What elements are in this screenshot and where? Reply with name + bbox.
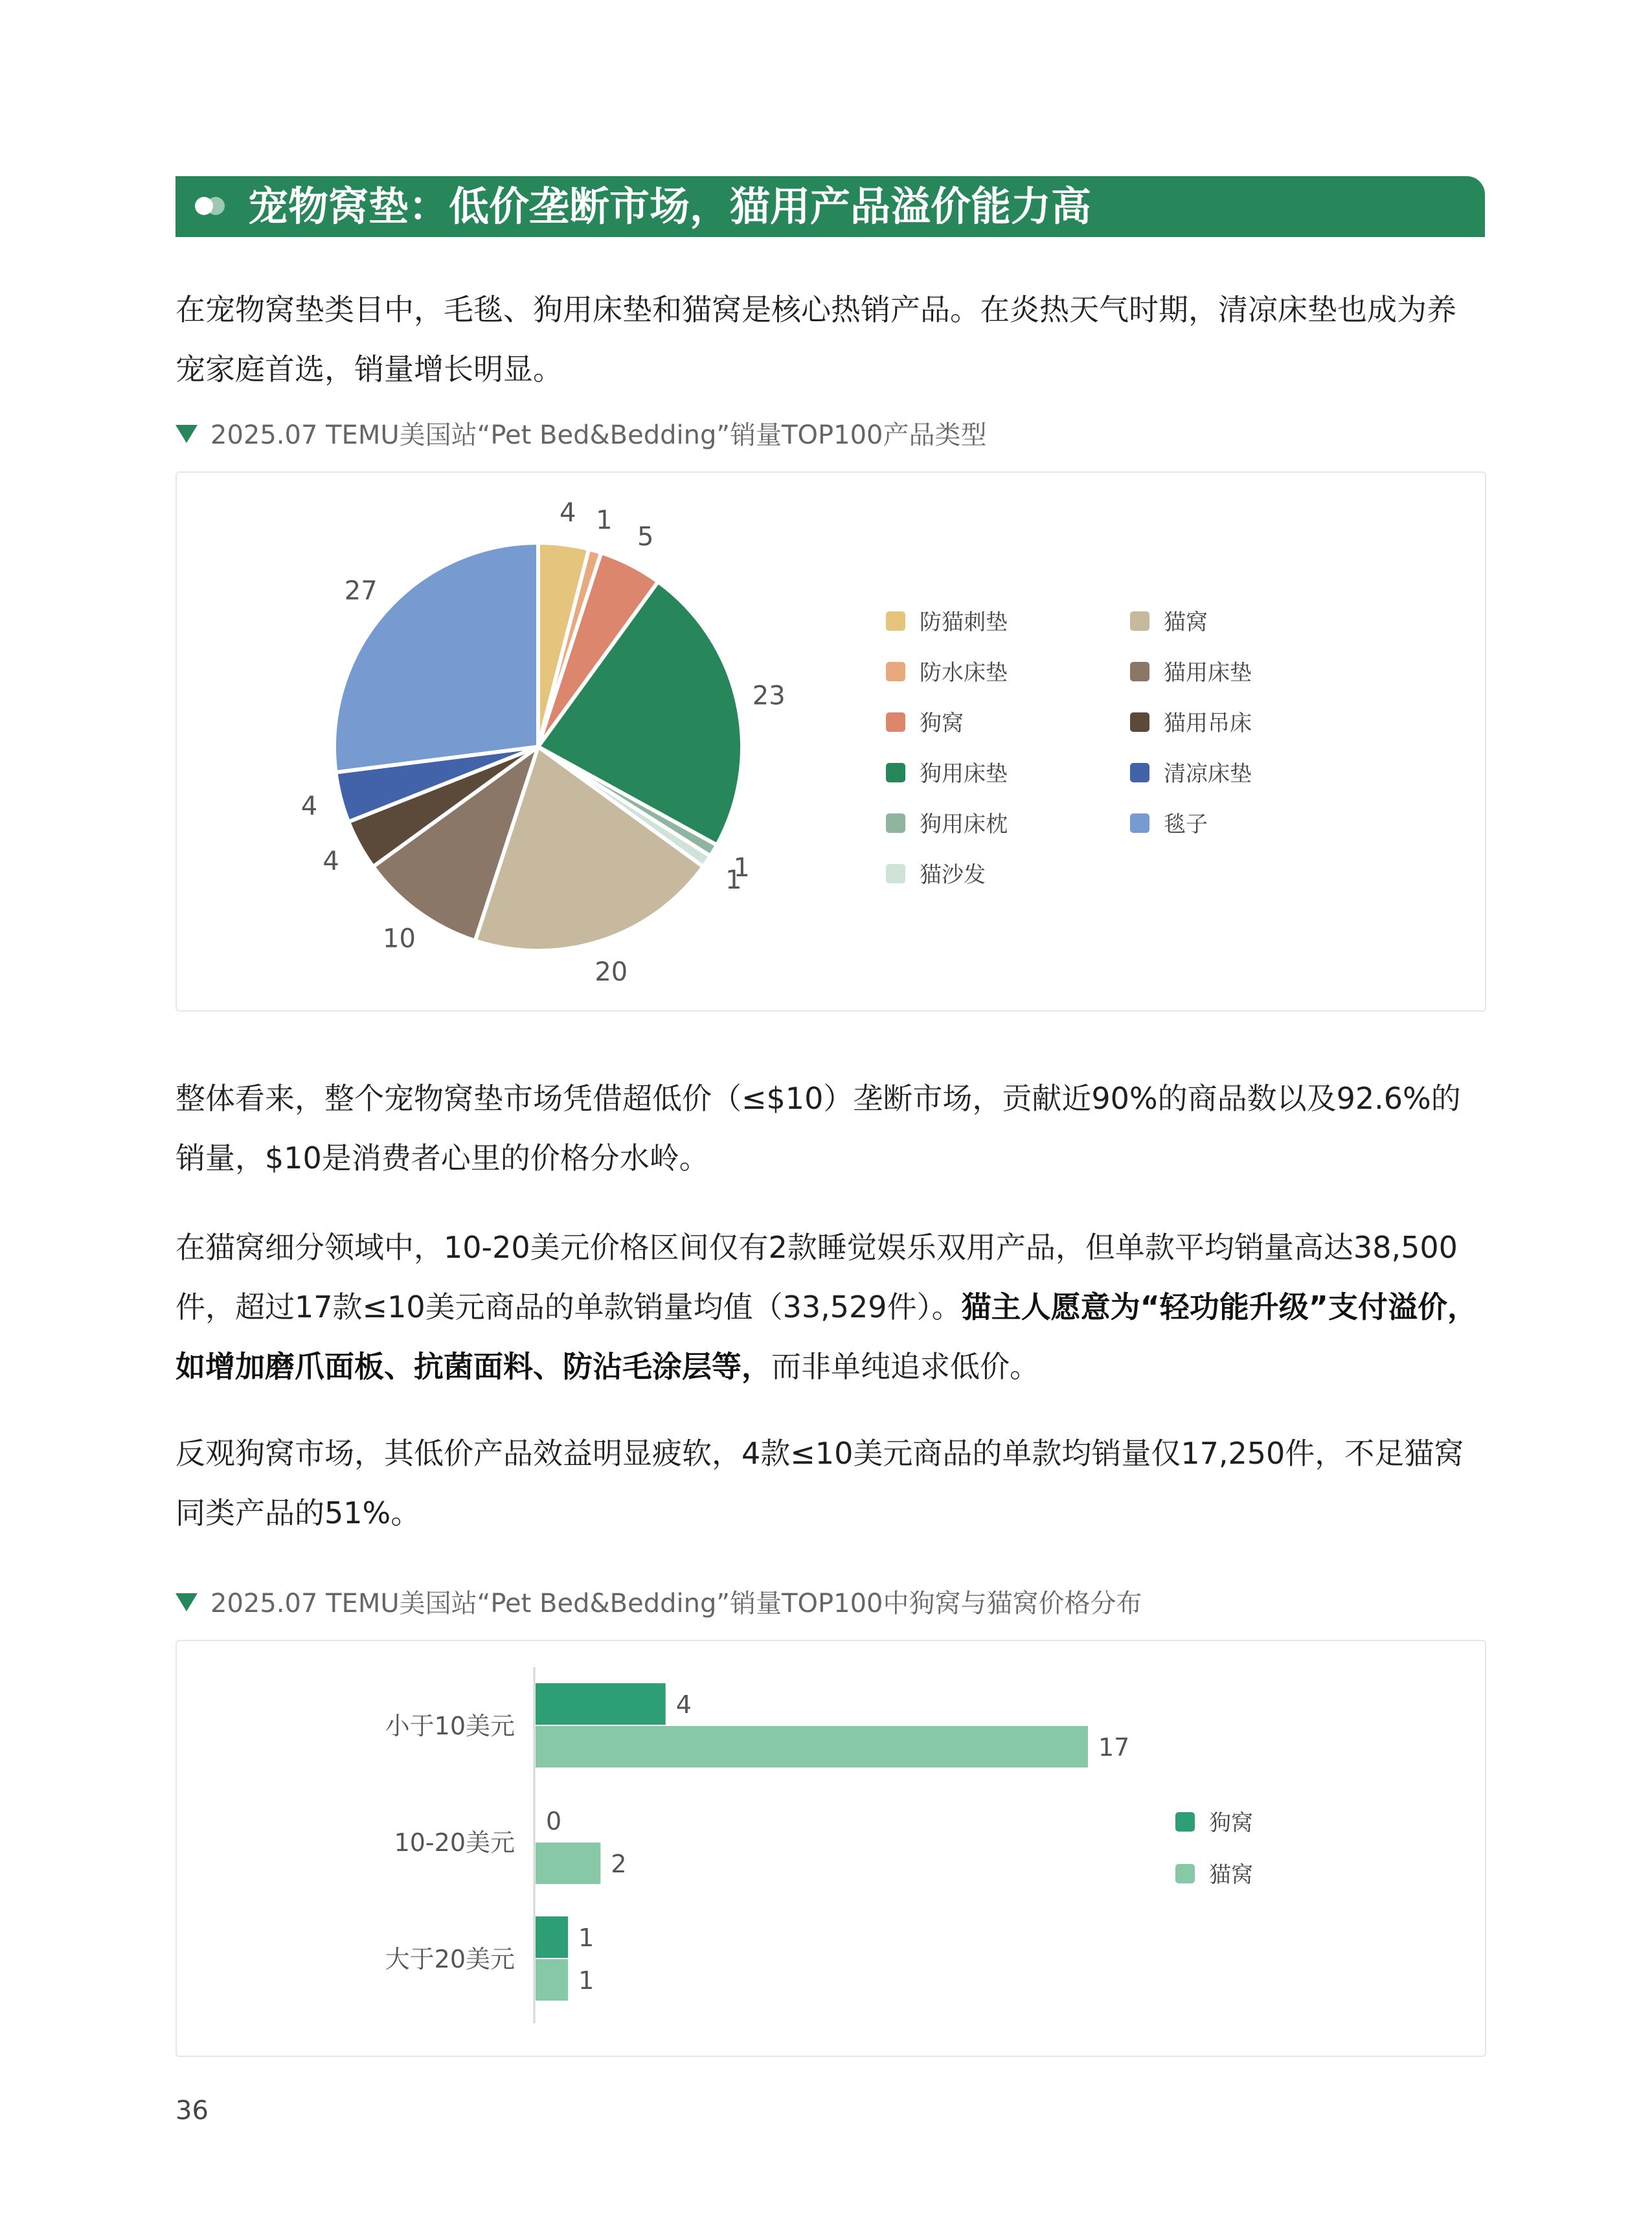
legend-label: 狗用床垫 bbox=[920, 761, 1008, 787]
cat-bed-analysis-paragraph bbox=[175, 1218, 1485, 1396]
pie-data-label: 4 bbox=[300, 791, 318, 821]
legend-swatch bbox=[1130, 813, 1149, 833]
legend-swatch bbox=[1130, 662, 1149, 681]
bar-data-label: 1 bbox=[578, 1966, 594, 1995]
pie-data-label: 10 bbox=[383, 924, 416, 954]
pie-chart-caption-text: 2025.07 TEMU美国站“Pet Bed&Bedding”销量TOP100产品类型 bbox=[210, 420, 987, 450]
cat-bed-analysis-emphasis: 猫主人愿意为“轻功能升级”支付溢价，如增加磨爪面板、抗菌面料、防沾毛涂层等， bbox=[175, 1289, 1478, 1384]
bar-mark bbox=[536, 1726, 1088, 1767]
cat-bed-analysis-text-a: 在猫窝细分领域中，10-20美元价格区间仅有2款睡觉娱乐双用产品，但单款平均销量高达38,500件，超过17款≤10美元商品的单款销量均值（33,529件）。 bbox=[175, 1230, 1458, 1324]
pie-data-label: 27 bbox=[344, 576, 378, 606]
bar-data-label: 1 bbox=[578, 1924, 594, 1952]
bar-mark bbox=[536, 1683, 666, 1725]
legend-swatch bbox=[886, 662, 905, 681]
bar-data-label: 2 bbox=[611, 1850, 627, 1878]
bar-data-label: 17 bbox=[1098, 1733, 1130, 1762]
legend-label: 狗窝 bbox=[1209, 1810, 1253, 1836]
market-overview-paragraph: 整体看来，整个宠物窝垫市场凭借超低价（≤$10）垄断市场，贡献近90%的商品数以及92.6%的销量，$10是消费者心里的价格分水岭。 bbox=[175, 1081, 1461, 1175]
bar-chart-caption bbox=[175, 1585, 1142, 1622]
legend-swatch bbox=[1175, 1864, 1195, 1883]
legend-swatch bbox=[886, 611, 905, 631]
pie-data-label: 1 bbox=[733, 852, 750, 883]
legend-label: 猫用吊床 bbox=[1164, 710, 1252, 736]
bar-chart-caption-text: 2025.07 TEMU美国站“Pet Bed&Bedding”销量TOP100中狗窝与猫窝价格分布 bbox=[210, 1589, 1142, 1618]
bar-mark bbox=[536, 1843, 600, 1884]
legend-label: 猫用床垫 bbox=[1164, 660, 1252, 686]
category-tick-label: 大于20美元 bbox=[385, 1945, 515, 1973]
legend-label: 防猫刺垫 bbox=[920, 609, 1008, 635]
legend-swatch bbox=[1130, 712, 1149, 732]
section-header-bar bbox=[175, 176, 1485, 237]
legend-label: 防水床垫 bbox=[920, 660, 1008, 686]
bar-data-label: 0 bbox=[546, 1807, 562, 1835]
caption-triangle-icon bbox=[175, 425, 198, 443]
legend-swatch bbox=[886, 763, 905, 782]
pie-chart-container bbox=[175, 471, 1486, 1012]
caption-triangle-icon bbox=[175, 1593, 198, 1611]
page-number: 36 bbox=[175, 2096, 209, 2126]
pie-data-label: 4 bbox=[560, 497, 576, 528]
legend-swatch bbox=[1130, 611, 1149, 631]
legend-label: 狗用床枕 bbox=[920, 812, 1008, 837]
bullet-dot-shadow-icon bbox=[207, 197, 225, 215]
pie-chart bbox=[177, 473, 1485, 1010]
legend-label: 猫窝 bbox=[1164, 609, 1208, 635]
legend-swatch bbox=[886, 813, 905, 833]
pie-data-label: 4 bbox=[322, 846, 339, 876]
category-tick-label: 10-20美元 bbox=[394, 1828, 515, 1857]
dog-bed-analysis-paragraph: 反观狗窝市场，其低价产品效益明显疲软，4款≤10美元商品的单款均销量仅17,250件，不足猫窝同类产品的51%。 bbox=[175, 1436, 1464, 1530]
legend-label: 猫窝 bbox=[1209, 1862, 1253, 1888]
legend-swatch bbox=[1130, 763, 1149, 782]
bar-chart bbox=[177, 1641, 1485, 2056]
bar-mark bbox=[536, 1959, 568, 2001]
legend-swatch bbox=[886, 712, 905, 732]
pie-data-label: 23 bbox=[752, 681, 786, 711]
legend-label: 猫沙发 bbox=[920, 862, 986, 888]
legend-swatch bbox=[886, 864, 905, 883]
category-tick-label: 小于10美元 bbox=[385, 1712, 515, 1740]
bar-chart-container bbox=[175, 1640, 1486, 2057]
legend-swatch bbox=[1175, 1812, 1195, 1832]
pie-data-label: 20 bbox=[594, 957, 628, 988]
pie-data-label: 1 bbox=[725, 865, 742, 896]
section-title: 宠物窝垫：低价垄断市场，猫用产品溢价能力高 bbox=[248, 183, 1092, 230]
intro-paragraph: 在宠物窝垫类目中，毛毯、狗用床垫和猫窝是核心热销产品。在炎热天气时期，清凉床垫也成为养宠家庭首选，销量增长明显。 bbox=[175, 292, 1456, 387]
pie-chart-caption bbox=[175, 417, 986, 453]
bar-data-label: 4 bbox=[675, 1690, 692, 1719]
pie-data-label: 1 bbox=[596, 505, 613, 536]
pie-data-label: 5 bbox=[637, 521, 654, 552]
legend-label: 清凉床垫 bbox=[1164, 761, 1252, 787]
legend-label: 毯子 bbox=[1164, 812, 1208, 837]
legend-label: 狗窝 bbox=[920, 710, 964, 736]
bar-mark bbox=[536, 1916, 568, 1958]
cat-bed-analysis-text-c: 而非单纯追求低价。 bbox=[771, 1349, 1039, 1384]
